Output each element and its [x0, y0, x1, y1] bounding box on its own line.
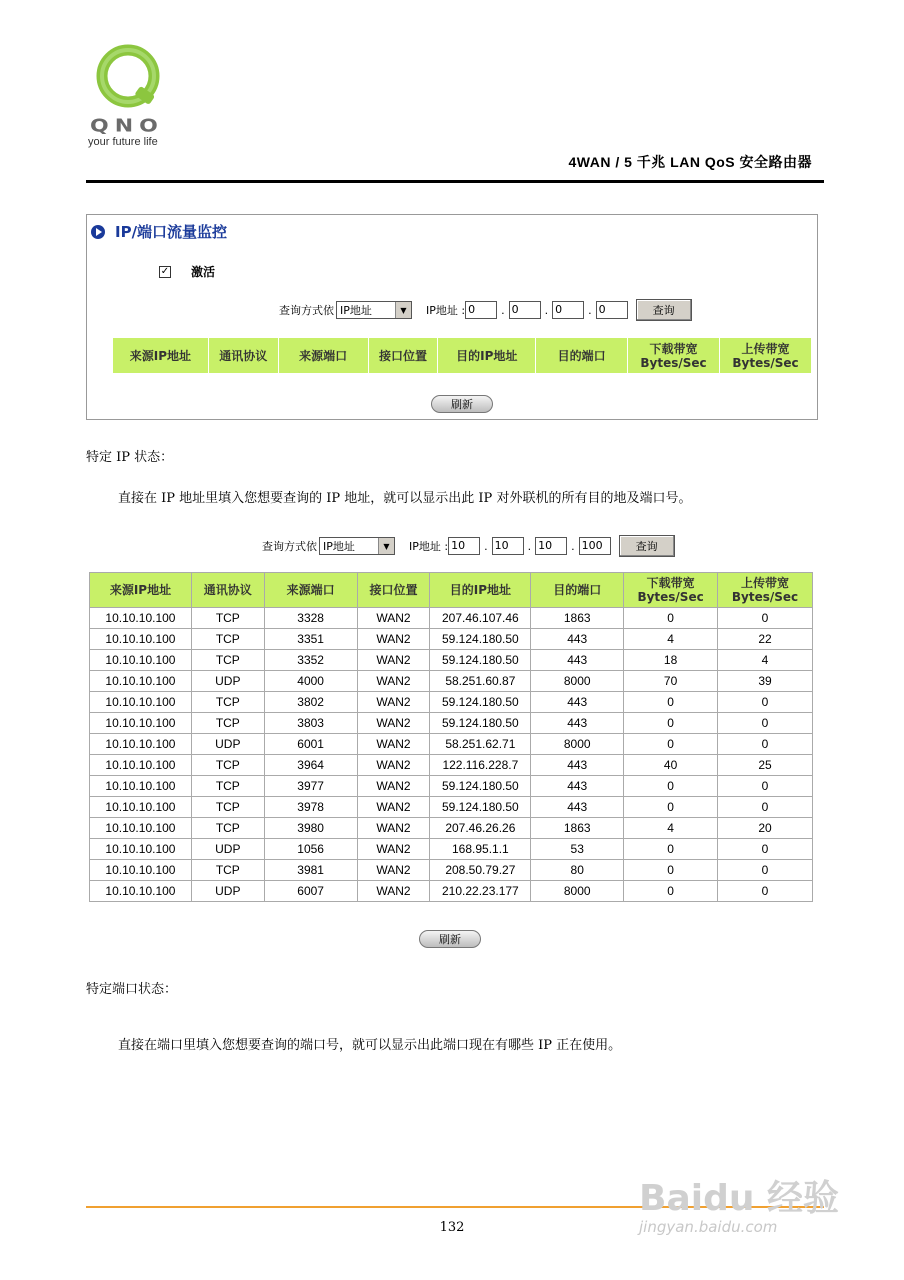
- cell-upload: 0: [718, 692, 813, 713]
- cell-dst-port: 443: [531, 755, 624, 776]
- cell-dst-port: 8000: [531, 881, 624, 902]
- cell-interface: WAN2: [357, 818, 430, 839]
- cell-interface: WAN2: [357, 608, 430, 629]
- cell-src-ip: 10.10.10.100: [90, 713, 192, 734]
- table-row: [90, 881, 813, 902]
- cell-dst-ip: 59.124.180.50: [430, 797, 531, 818]
- cell-interface: WAN2: [357, 734, 430, 755]
- document-title: 4WAN / 5 千兆 LAN QoS 安全路由器: [568, 154, 812, 170]
- cell-dst-ip: 58.251.62.71: [430, 734, 531, 755]
- cell-src-ip: 10.10.10.100: [90, 671, 192, 692]
- cell-dst-port: 443: [531, 692, 624, 713]
- col-dst-ip: 目的IP地址: [438, 338, 536, 374]
- query-mode-value-2: IP地址: [323, 540, 355, 553]
- arrow-bullet-icon: [91, 225, 105, 239]
- cell-src-port: 3977: [264, 776, 357, 797]
- cell-download: 0: [624, 776, 718, 797]
- table-row: [90, 713, 813, 734]
- cell-src-port: 4000: [264, 671, 357, 692]
- col-download: 下载带宽 Bytes/Sec: [624, 573, 718, 608]
- cell-src-port: 1056: [264, 839, 357, 860]
- table-row: [90, 860, 813, 881]
- col-dst-port: 目的端口: [531, 573, 624, 608]
- watermark-main-text: Baidu 经验: [639, 1178, 840, 1219]
- cell-dst-port: 443: [531, 629, 624, 650]
- cell-src-ip: 10.10.10.100: [90, 860, 192, 881]
- activate-row: [159, 263, 215, 280]
- cell-src-ip: 10.10.10.100: [90, 692, 192, 713]
- cell-src-port: 3328: [264, 608, 357, 629]
- cell-dst-ip: 168.95.1.1: [430, 839, 531, 860]
- cell-dst-port: 443: [531, 650, 624, 671]
- cell-dst-port: 1863: [531, 818, 624, 839]
- cell-protocol: TCP: [191, 713, 264, 734]
- table-row: [90, 755, 813, 776]
- cell-interface: WAN2: [357, 629, 430, 650]
- cell-download: 0: [624, 692, 718, 713]
- cell-protocol: UDP: [191, 734, 264, 755]
- activate-label: 激活: [191, 265, 216, 279]
- cell-download: 4: [624, 818, 718, 839]
- cell-protocol: TCP: [191, 797, 264, 818]
- col-upload: 上传带宽 Bytes/Sec: [719, 338, 811, 374]
- cell-src-ip: 10.10.10.100: [90, 608, 192, 629]
- cell-upload: 0: [718, 776, 813, 797]
- header-divider: [86, 180, 824, 183]
- table-row: [90, 650, 813, 671]
- cell-src-port: 6007: [264, 881, 357, 902]
- cell-upload: 0: [718, 713, 813, 734]
- cell-upload: 0: [718, 797, 813, 818]
- cell-protocol: UDP: [191, 671, 264, 692]
- col-interface: 接口位置: [368, 338, 438, 374]
- cell-dst-ip: 207.46.26.26: [430, 818, 531, 839]
- cell-src-port: 3981: [264, 860, 357, 881]
- cell-dst-port: 53: [531, 839, 624, 860]
- cell-dst-ip: 210.22.23.177: [430, 881, 531, 902]
- col-src-port: 来源端口: [264, 573, 357, 608]
- results-refresh-button[interactable]: 刷新: [419, 930, 481, 948]
- cell-upload: 0: [718, 839, 813, 860]
- cell-upload: 25: [718, 755, 813, 776]
- cell-interface: WAN2: [357, 839, 430, 860]
- cell-interface: WAN2: [357, 671, 430, 692]
- cell-interface: WAN2: [357, 776, 430, 797]
- cell-download: 40: [624, 755, 718, 776]
- section1-description: 直接在 IP 地址里填入您想要查询的 IP 地址，就可以显示出此 IP 对外联机的所有目的地及端口号。: [118, 491, 692, 506]
- cell-dst-ip: 59.124.180.50: [430, 776, 531, 797]
- ip-octet-1-2[interactable]: 10: [448, 537, 480, 555]
- query-button-2[interactable]: 查询: [619, 535, 675, 557]
- ip-octet-3[interactable]: 0: [552, 301, 584, 319]
- cell-upload: 39: [718, 671, 813, 692]
- query-mode-label: 查询方式依: [279, 304, 334, 317]
- cell-dst-port: 8000: [531, 671, 624, 692]
- col-src-ip: 来源IP地址: [113, 338, 209, 374]
- cell-protocol: UDP: [191, 881, 264, 902]
- cell-interface: WAN2: [357, 881, 430, 902]
- ip-octet-4-2[interactable]: 100: [579, 537, 611, 555]
- ip-octet-3-2[interactable]: 10: [535, 537, 567, 555]
- cell-download: 0: [624, 797, 718, 818]
- table-row: [90, 671, 813, 692]
- col-dst-ip: 目的IP地址: [430, 573, 531, 608]
- cell-protocol: TCP: [191, 776, 264, 797]
- col-download: 下载带宽 Bytes/Sec: [628, 338, 720, 374]
- col-upload: 上传带宽 Bytes/Sec: [718, 573, 813, 608]
- query-mode-select[interactable]: [336, 301, 412, 319]
- page-number: 132: [439, 1220, 465, 1235]
- query-button[interactable]: 查询: [636, 299, 692, 321]
- panel-header-row: [113, 338, 812, 374]
- section1-heading: 特定 IP 状态：: [86, 450, 174, 465]
- cell-src-ip: 10.10.10.100: [90, 839, 192, 860]
- cell-interface: WAN2: [357, 650, 430, 671]
- cell-protocol: TCP: [191, 629, 264, 650]
- cell-download: 0: [624, 839, 718, 860]
- cell-dst-ip: 59.124.180.50: [430, 650, 531, 671]
- cell-download: 0: [624, 734, 718, 755]
- cell-dst-port: 443: [531, 797, 624, 818]
- cell-dst-ip: 58.251.60.87: [430, 671, 531, 692]
- table-row: [90, 839, 813, 860]
- results-body: [90, 608, 813, 902]
- cell-dst-port: 443: [531, 776, 624, 797]
- cell-upload: 0: [718, 860, 813, 881]
- logo-tagline: your future life: [88, 136, 158, 148]
- cell-upload: 0: [718, 734, 813, 755]
- panel-refresh-button[interactable]: 刷新: [431, 395, 493, 413]
- cell-src-port: 6001: [264, 734, 357, 755]
- cell-interface: WAN2: [357, 713, 430, 734]
- ip-octet-1[interactable]: 0: [465, 301, 497, 319]
- cell-dst-ip: 59.124.180.50: [430, 713, 531, 734]
- cell-dst-ip: 59.124.180.50: [430, 629, 531, 650]
- query-row: 查询方式依 IP地址 ▼ IP地址 : 0 . 0 . 0 . 0 查询: [279, 299, 692, 321]
- query-mode-label-2: 查询方式依: [262, 540, 317, 553]
- cell-src-ip: 10.10.10.100: [90, 650, 192, 671]
- cell-protocol: TCP: [191, 692, 264, 713]
- chevron-down-icon: ▼: [378, 538, 394, 554]
- monitor-panel: [86, 214, 818, 420]
- cell-dst-port: 1863: [531, 608, 624, 629]
- cell-src-ip: 10.10.10.100: [90, 776, 192, 797]
- query-mode-select-2[interactable]: [319, 537, 395, 555]
- panel-title: [91, 221, 227, 242]
- section2-heading: 特定端口状态：: [86, 982, 178, 997]
- cell-dst-ip: 207.46.107.46: [430, 608, 531, 629]
- cell-src-ip: 10.10.10.100: [90, 629, 192, 650]
- cell-protocol: UDP: [191, 839, 264, 860]
- panel-title-text: IP/端口流量监控: [115, 223, 228, 241]
- cell-protocol: TCP: [191, 860, 264, 881]
- logo-wordmark: QNO: [90, 116, 164, 137]
- cell-upload: 0: [718, 881, 813, 902]
- results-table: [89, 572, 813, 902]
- cell-protocol: TCP: [191, 650, 264, 671]
- cell-dst-ip: 208.50.79.27: [430, 860, 531, 881]
- cell-src-ip: 10.10.10.100: [90, 881, 192, 902]
- cell-interface: WAN2: [357, 860, 430, 881]
- ip-octet-4[interactable]: 0: [596, 301, 628, 319]
- ip-octet-2-2[interactable]: 10: [492, 537, 524, 555]
- cell-download: 0: [624, 713, 718, 734]
- cell-download: 0: [624, 881, 718, 902]
- cell-protocol: TCP: [191, 608, 264, 629]
- cell-download: 4: [624, 629, 718, 650]
- baidu-watermark: [639, 1150, 849, 1250]
- query-row-2: 查询方式依 IP地址 ▼ IP地址 : 10 . 10 . 10 . 100 查询: [262, 535, 675, 557]
- table-row: [90, 734, 813, 755]
- table-row: [90, 629, 813, 650]
- cell-src-ip: 10.10.10.100: [90, 797, 192, 818]
- cell-interface: WAN2: [357, 755, 430, 776]
- cell-download: 0: [624, 608, 718, 629]
- cell-src-port: 3351: [264, 629, 357, 650]
- cell-interface: WAN2: [357, 692, 430, 713]
- activate-checkbox[interactable]: ✓: [160, 265, 170, 277]
- panel-header-table: [112, 337, 812, 374]
- cell-download: 18: [624, 650, 718, 671]
- cell-upload: 22: [718, 629, 813, 650]
- ip-label: IP地址 :: [426, 304, 466, 317]
- watermark-url: jingyan.baidu.com: [639, 1218, 778, 1236]
- col-interface: 接口位置: [357, 573, 430, 608]
- cell-download: 70: [624, 671, 718, 692]
- col-src-port: 来源端口: [278, 338, 368, 374]
- cell-dst-ip: 59.124.180.50: [430, 692, 531, 713]
- cell-src-port: 3803: [264, 713, 357, 734]
- cell-src-ip: 10.10.10.100: [90, 734, 192, 755]
- table-row: [90, 818, 813, 839]
- cell-src-port: 3352: [264, 650, 357, 671]
- cell-upload: 4: [718, 650, 813, 671]
- cell-src-port: 3978: [264, 797, 357, 818]
- ip-label-2: IP地址 :: [409, 540, 449, 553]
- col-protocol: 通讯协议: [208, 338, 278, 374]
- chevron-down-icon: ▼: [395, 302, 411, 318]
- col-src-ip: 来源IP地址: [90, 573, 192, 608]
- col-protocol: 通讯协议: [191, 573, 264, 608]
- cell-upload: 0: [718, 608, 813, 629]
- col-dst-port: 目的端口: [536, 338, 628, 374]
- results-header-row: [90, 573, 813, 608]
- query-mode-value: IP地址: [340, 304, 372, 317]
- cell-dst-port: 80: [531, 860, 624, 881]
- cell-dst-ip: 122.116.228.7: [430, 755, 531, 776]
- cell-dst-port: 8000: [531, 734, 624, 755]
- cell-src-ip: 10.10.10.100: [90, 818, 192, 839]
- cell-protocol: TCP: [191, 818, 264, 839]
- cell-src-port: 3964: [264, 755, 357, 776]
- section2-description: 直接在端口里填入您想要查询的端口号，就可以显示出此端口现在有哪些 IP 正在使用。: [118, 1038, 622, 1053]
- cell-protocol: TCP: [191, 755, 264, 776]
- table-row: [90, 608, 813, 629]
- table-row: [90, 797, 813, 818]
- ip-octet-2[interactable]: 0: [509, 301, 541, 319]
- table-row: [90, 692, 813, 713]
- table-row: [90, 776, 813, 797]
- cell-src-port: 3802: [264, 692, 357, 713]
- cell-interface: WAN2: [357, 797, 430, 818]
- cell-upload: 20: [718, 818, 813, 839]
- cell-dst-port: 443: [531, 713, 624, 734]
- cell-src-port: 3980: [264, 818, 357, 839]
- cell-download: 0: [624, 860, 718, 881]
- cell-src-ip: 10.10.10.100: [90, 755, 192, 776]
